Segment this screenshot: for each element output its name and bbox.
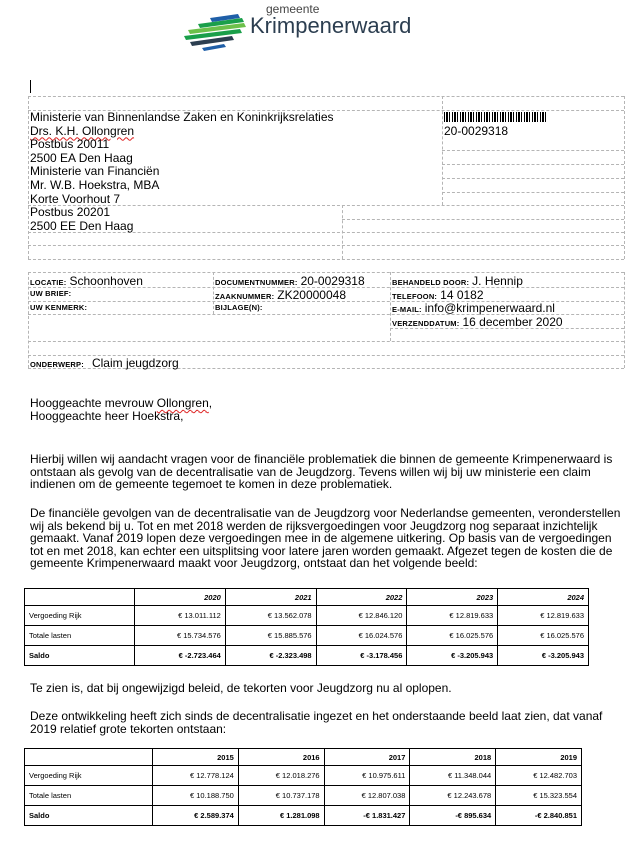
salutation-2: Hooggeachte heer Hoekstra, <box>30 408 184 423</box>
table-header-row: 2020 2021 2022 2023 2024 <box>25 589 589 606</box>
table-row: Totale lasten € 15.734.576 € 15.885.576 € 16.024.576 € 16.025.576 € 16.025.576 <box>25 626 589 646</box>
meta-zaaknummer: ZAAKNUMMER: ZK20000048 <box>215 288 347 302</box>
table-row: Totale lasten € 10.188.750 € 10.737.178 € 12.807.038 € 12.243.678 € 15.323.554 <box>25 786 582 806</box>
logo-prefix: gemeente <box>266 2 320 16</box>
address-line: Postbus 20011 <box>30 137 110 152</box>
paragraph-1: Hierbij willen wij aandacht vragen voor de financiële problematiek die binnen de gemeente Krimpenerwaard is ontstaan als gevolg van de decentralisatie van de Jeugdzorg. Tevens willen wij bij uw ministerie een claim indienen om de gemeente tegemoet te komen in deze problematiek. <box>30 452 613 492</box>
address-line: Ministerie van Financiën <box>30 164 160 179</box>
paragraph-3: Te zien is, dat bij ongewijzigd beleid, de tekorten voor Jeugdzorg nu al oplopen. <box>30 681 452 695</box>
address-line: Drs. K.H. Ollongren <box>30 123 135 138</box>
paragraph-2: De financiële gevolgen van de decentralisatie van de Jeugdzorg voor Nederlandse gemeenten, veronderstellen wij als bekend bij u. Tot en met 2018 werden de rijksvergoedingen voor Jeugdzorg nog separaat inzichtelijk gemaakt. Vanaf 2019 lopen deze vergoedingen mee in de algemene uitkering. Op basis van de vergoedingen tot en met 2018, kan echter een uitsplitsing voor latere jaren worden gemaakt. Afgezet tegen de kosten die de gemeente Krimpenerwaard maakt voor Jeugdzorg, ontstaat dan het volgende beeld: <box>30 506 621 571</box>
meta-uw-brief: UW BRIEF: <box>30 289 72 298</box>
salutation <box>30 397 622 422</box>
address-line: Postbus 20201 <box>30 205 111 220</box>
meta-uw-kenmerk: UW KENMERK: <box>30 303 88 312</box>
address-line: Ministerie van Binnenlandse Zaken en Koninkrijksrelaties <box>30 110 334 124</box>
address-line: Mr. W.B. Hoekstra, MBA <box>30 177 160 192</box>
history-table <box>24 748 582 826</box>
address-line: Korte Voorhout 7 <box>30 191 121 206</box>
table-row-saldo: Saldo € -2.723.464 € -2.323.498 € -3.178.456 € -3.205.943 € -3.205.943 <box>25 646 589 666</box>
address-line: 2500 EA Den Haag <box>30 150 133 165</box>
table-row: Vergoeding Rijk € 12.778.124 € 12.018.276 € 10.975.611 € 11.348.044 € 12.482.703 <box>25 766 582 786</box>
meta-behandeld-door: BEHANDELD DOOR: J. Hennip <box>392 274 523 288</box>
meta-onderwerp: ONDERWERP: Claim jeugdzorg <box>30 356 179 370</box>
barcode-number: 20-0029318 <box>444 124 509 138</box>
meta-locatie: LOCATIE: Schoonhoven <box>30 274 143 288</box>
table-header-row: 2015 2016 2017 2018 2019 <box>25 749 582 766</box>
table-row: Vergoeding Rijk € 13.011.112 € 13.562.078 € 12.846.120 € 12.819.633 € 12.819.633 <box>25 606 589 626</box>
meta-verzenddatum: VERZENDDATUM: 16 december 2020 <box>392 315 563 329</box>
forecast-table <box>24 588 589 666</box>
paragraph-4: Deze ontwikkeling heeft zich sinds de decentralisatie ingezet en het onderstaande beeld laat zien, dat vanaf 2019 relatief grote tekorten ontstaan: <box>30 709 603 736</box>
meta-bijlagen: BIJLAGE(N): <box>215 303 263 312</box>
logo-name: Krimpenerwaard <box>250 13 412 38</box>
meta-documentnummer: DOCUMENTNUMMER: 20-0029318 <box>215 274 365 288</box>
salutation-1: Hooggeachte mevrouw Ollongren, <box>30 396 213 410</box>
table-row-saldo: Saldo € 2.589.374 € 1.281.098 -€ 1.831.427 -€ 895.634 -€ 2.840.851 <box>25 806 582 826</box>
address-line: 2500 EE Den Haag <box>30 218 134 233</box>
meta-telefoon: TELEFOON: 14 0182 <box>392 288 484 302</box>
meta-email: E-MAIL: info@krimpenerwaard.nl <box>392 301 555 315</box>
